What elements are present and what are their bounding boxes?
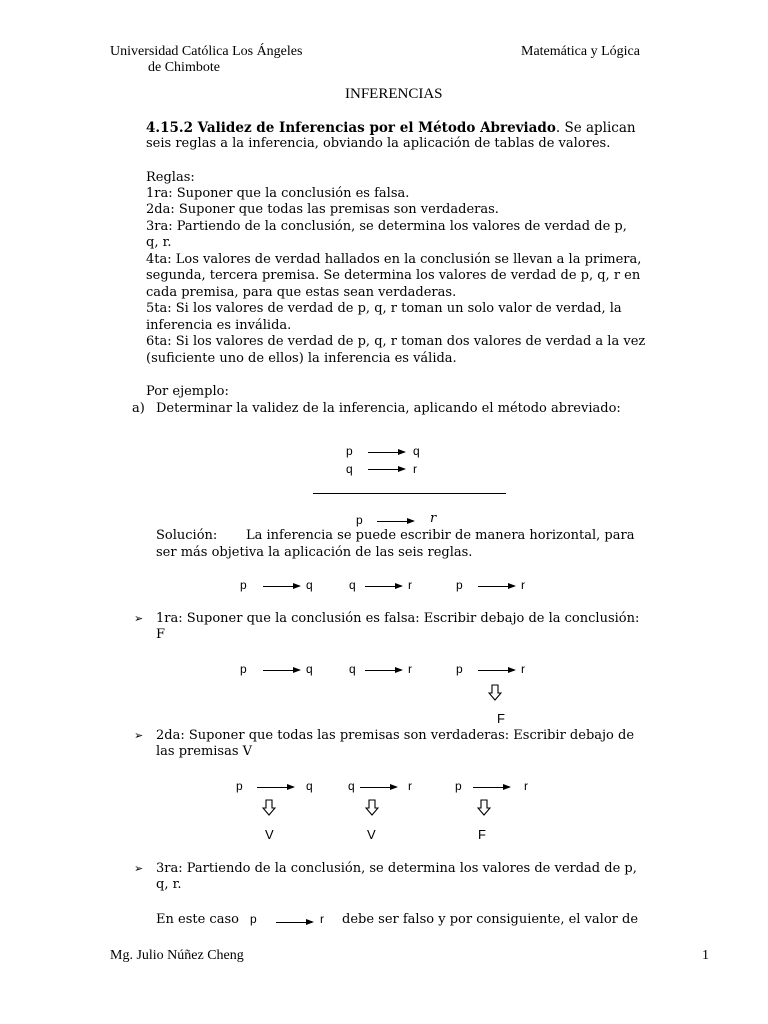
header-university: Universidad Católica Los Ángeles: [110, 44, 303, 59]
h-premise2-left: q: [349, 578, 356, 592]
case-prefix: En este caso: [156, 912, 239, 927]
solution-label: Solución:: [156, 528, 218, 543]
implication-arrow: [368, 469, 404, 470]
inference-line: [313, 493, 506, 494]
h-premise1-right: q: [306, 578, 313, 592]
rule-line: (suficiente uno de ellos) la inferencia es válida.: [146, 351, 457, 366]
h-conclusion-right: r: [521, 662, 525, 676]
premise2-value: V: [367, 827, 376, 842]
conclusion-left: p: [356, 513, 363, 527]
h-conclusion-left: p: [455, 779, 462, 793]
premise2-left: q: [346, 462, 353, 476]
implication-arrow: [478, 670, 514, 671]
implication-arrow: [365, 586, 401, 587]
rule-line: cada premisa, para que estas sean verdaderas.: [146, 285, 457, 300]
step2-line-1: 2da: Suponer que todas las premisas son verdaderas: Escribir debajo de: [156, 728, 635, 743]
down-arrow-icon: [488, 684, 502, 702]
step3-line-2: q, r.: [156, 877, 182, 892]
case-left: p: [250, 912, 257, 926]
bullet-arrow-icon: ➢: [134, 613, 144, 625]
h-premise1-right: q: [306, 662, 313, 676]
h-premise1-left: p: [240, 662, 247, 676]
rule-line: 5ta: Si los valores de verdad de p, q, r toman un solo valor de verdad, la: [146, 301, 622, 316]
rules-label: Reglas:: [146, 170, 195, 185]
header-university-city: de Chimbote: [148, 60, 220, 75]
premise1-value: V: [265, 827, 274, 842]
section-intro-1: . Se aplican: [555, 120, 636, 136]
solution-line-2: ser más objetiva la aplicación de las seis reglas.: [156, 545, 473, 560]
down-arrow-icon: [365, 799, 379, 817]
conclusion-right: r: [430, 511, 437, 526]
section-heading-line: [146, 120, 636, 136]
premise2-right: r: [413, 462, 417, 476]
rule-line: 6ta: Si los valores de verdad de p, q, r toman dos valores de verdad a la vez: [146, 334, 646, 349]
h-premise1-right: q: [306, 779, 313, 793]
rule-line: segunda, tercera premisa. Se determina los valores de verdad de p, q, r en: [146, 268, 641, 283]
h-premise1-left: p: [240, 578, 247, 592]
h-premise2-right: r: [408, 578, 412, 592]
premise1-left: p: [346, 444, 353, 458]
section-heading: 4.15.2 Validez de Inferencias por el Método Abreviado: [146, 120, 556, 136]
conclusion-value: F: [478, 827, 486, 842]
implication-arrow: [263, 670, 299, 671]
implication-arrow: [473, 787, 509, 788]
down-arrow-icon: [262, 799, 276, 817]
bullet-arrow-icon: ➢: [134, 730, 144, 742]
rule-line: 4ta: Los valores de verdad hallados en la conclusión se llevan a la primera,: [146, 252, 642, 267]
rule-line: inferencia es inválida.: [146, 318, 292, 333]
rule-line: 1ra: Suponer que la conclusión es falsa.: [146, 186, 410, 201]
case-suffix: debe ser falso y por consiguiente, el valor de: [342, 912, 639, 927]
rule-line: q, r.: [146, 235, 172, 250]
implication-arrow: [360, 787, 396, 788]
implication-arrow: [365, 670, 401, 671]
example-item-marker: a): [132, 401, 145, 416]
step1-line-1: 1ra: Suponer que la conclusión es falsa: Escribir debajo de la conclusión:: [156, 611, 640, 626]
premise1-right: q: [413, 444, 420, 458]
step1-line-2: F: [156, 627, 166, 642]
h-premise2-left: q: [349, 662, 356, 676]
h-conclusion-left: p: [456, 578, 463, 592]
implication-arrow: [263, 586, 299, 587]
h-conclusion-left: p: [456, 662, 463, 676]
rule-line: 2da: Suponer que todas las premisas son verdaderas.: [146, 202, 499, 217]
implication-arrow: [368, 452, 404, 453]
section-intro-2: seis reglas a la inferencia, obviando la aplicación de tablas de valores.: [146, 136, 611, 151]
page-title: INFERENCIAS: [345, 86, 443, 102]
h-conclusion-right: r: [524, 779, 528, 793]
bullet-arrow-icon: ➢: [134, 863, 144, 875]
implication-arrow: [276, 922, 312, 923]
example-item-text: Determinar la validez de la inferencia, aplicando el método abreviado:: [156, 401, 621, 416]
h-premise1-left: p: [236, 779, 243, 793]
h-premise2-left: q: [348, 779, 355, 793]
h-premise2-right: r: [408, 779, 412, 793]
implication-arrow: [377, 521, 413, 522]
step2-line-2: las premisas V: [156, 744, 253, 759]
conclusion-value: F: [497, 711, 505, 726]
down-arrow-icon: [477, 799, 491, 817]
page-number: 1: [702, 948, 709, 963]
implication-arrow: [478, 586, 514, 587]
step3-line-1: 3ra: Partiendo de la conclusión, se determina los valores de verdad de p,: [156, 861, 637, 876]
example-label: Por ejemplo:: [146, 384, 229, 399]
rule-line: 3ra: Partiendo de la conclusión, se determina los valores de verdad de p,: [146, 219, 627, 234]
solution-line-1: La inferencia se puede escribir de manera horizontal, para: [246, 528, 635, 543]
footer-author: Mg. Julio Núñez Cheng: [110, 948, 244, 963]
implication-arrow: [257, 787, 293, 788]
header-course: Matemática y Lógica: [521, 44, 640, 59]
case-right: r: [320, 912, 324, 926]
h-conclusion-right: r: [521, 578, 525, 592]
h-premise2-right: r: [408, 662, 412, 676]
